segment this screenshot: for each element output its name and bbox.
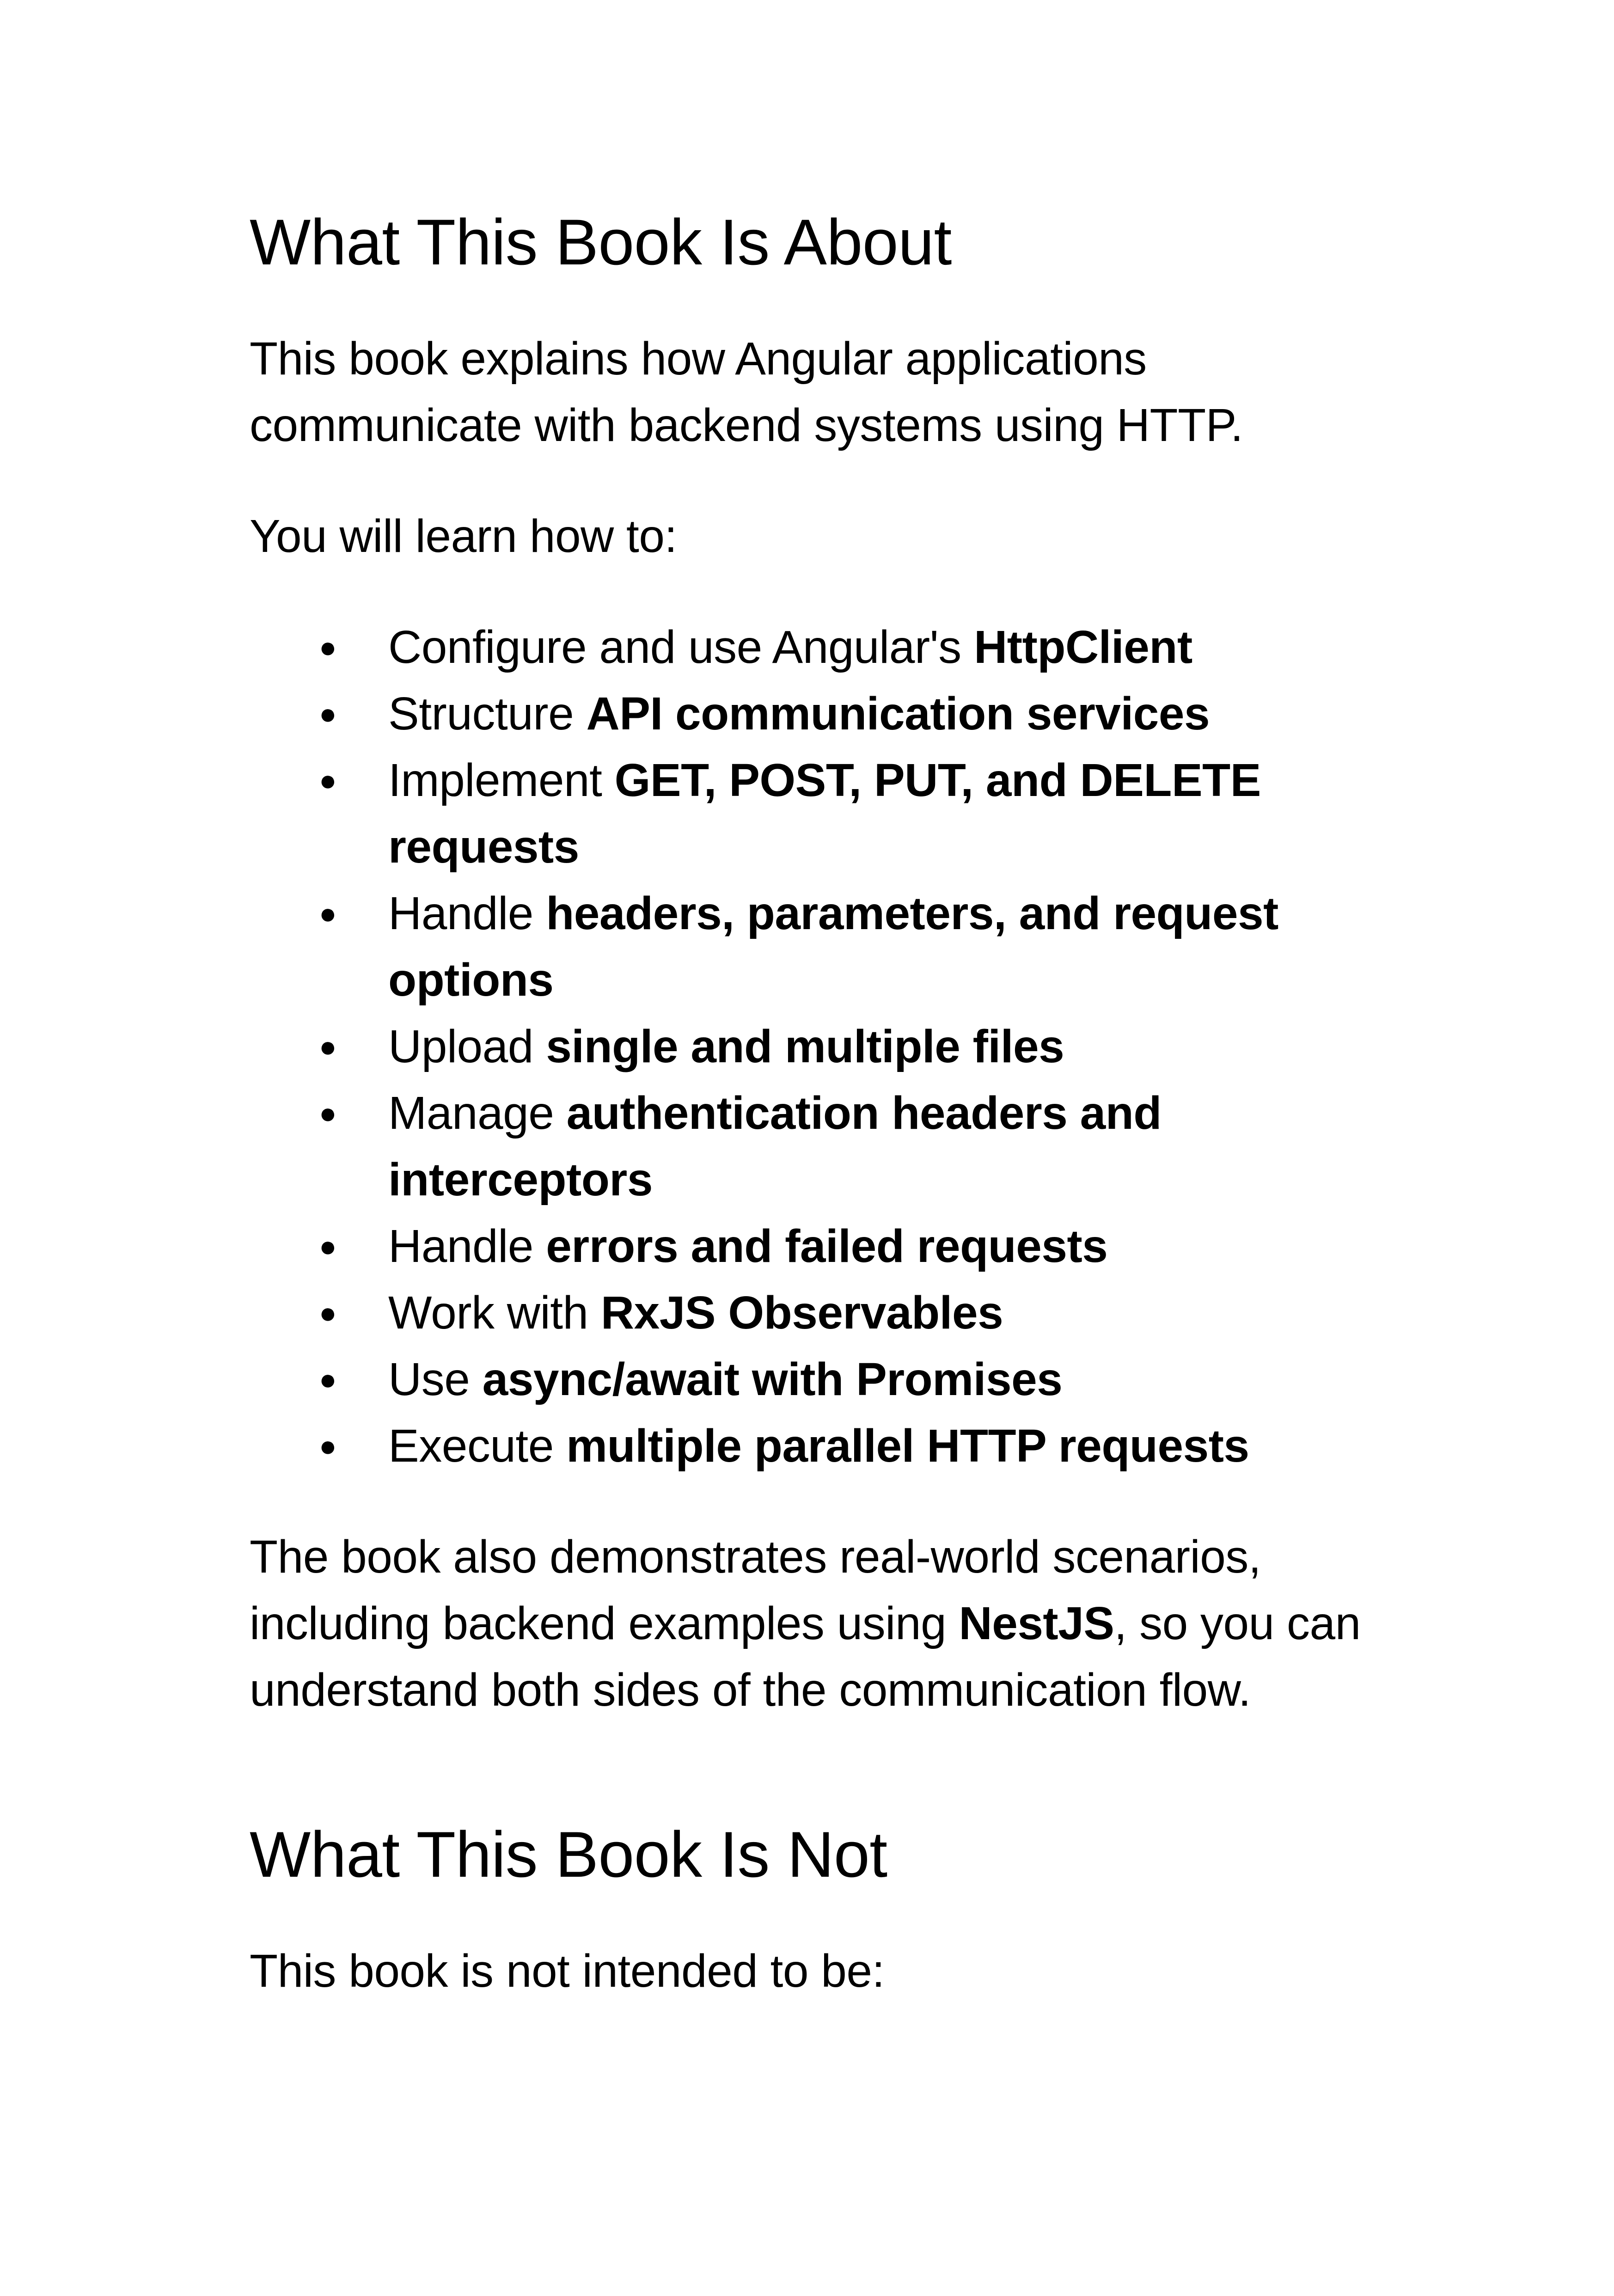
list-item [250,880,1424,1013]
bullet-icon: ● [319,1096,337,1130]
list-item-plain: Handle [388,888,546,939]
learn-lead-paragraph: You will learn how to: [250,510,677,562]
list-item-bold: API communication services [586,688,1210,740]
intro-paragraph: This book explains how Angular applications communicate with backend systems using HTTP. [250,333,1243,451]
bullet-icon: ● [319,1296,337,1329]
list-item [250,614,1424,680]
not-intro-paragraph: This book is not intended to be: [250,1945,885,1997]
bullet-icon: ● [319,764,337,797]
list-item-bold: headers, parameters, and request options [388,888,1278,1006]
list-item-bold: multiple parallel HTTP requests [566,1420,1249,1472]
list-item-plain: Execute [388,1420,567,1472]
list-item [250,1213,1424,1280]
bullet-icon: ● [319,1429,337,1463]
list-item-plain: Implement [388,754,615,806]
list-item-bold: RxJS Observables [600,1287,1003,1339]
bullet-icon: ● [319,1230,337,1263]
list-item-plain: Handle [388,1220,546,1272]
section-heading-not: What This Book Is Not [250,1818,887,1891]
bullet-icon: ● [319,631,337,664]
list-item-bold: async/await with Promises [482,1353,1063,1405]
list-item [250,1413,1424,1479]
bullet-icon: ● [319,897,337,930]
list-item [250,680,1424,747]
list-item-bold: single and multiple files [546,1021,1064,1072]
list-item [250,1346,1424,1413]
closing-text-after: , so you can understand both sides of the communication flow. [250,1598,1361,1716]
list-item-plain: Configure and use Angular's [388,621,974,673]
closing-paragraph [250,1524,1424,1723]
list-item-plain: Upload [388,1021,546,1072]
list-item-plain: Work with [388,1287,601,1339]
bullet-icon: ● [319,1363,337,1396]
bullet-icon: ● [319,1030,337,1063]
list-item-bold: errors and failed requests [546,1220,1108,1272]
bullet-icon: ● [319,697,337,730]
page-content [250,203,1424,2004]
list-item [250,1080,1424,1213]
list-item-plain: Use [388,1353,483,1405]
list-item-plain: Manage [388,1087,567,1139]
list-item-bold: HttpClient [974,621,1192,673]
learning-list [250,614,1424,1479]
list-item-bold: GET, POST, PUT, and DELETE requests [388,754,1261,873]
list-item-bold: authentication headers and interceptors [388,1087,1162,1206]
closing-text-before: The book also demonstrates real-world scenarios, including backend examples using [250,1531,1261,1649]
list-item [250,1013,1424,1080]
list-item-plain: Structure [388,688,587,740]
section-heading-about: What This Book Is About [250,206,952,278]
list-item [250,1280,1424,1346]
list-item [250,747,1424,880]
closing-text-bold: NestJS [959,1598,1114,1649]
